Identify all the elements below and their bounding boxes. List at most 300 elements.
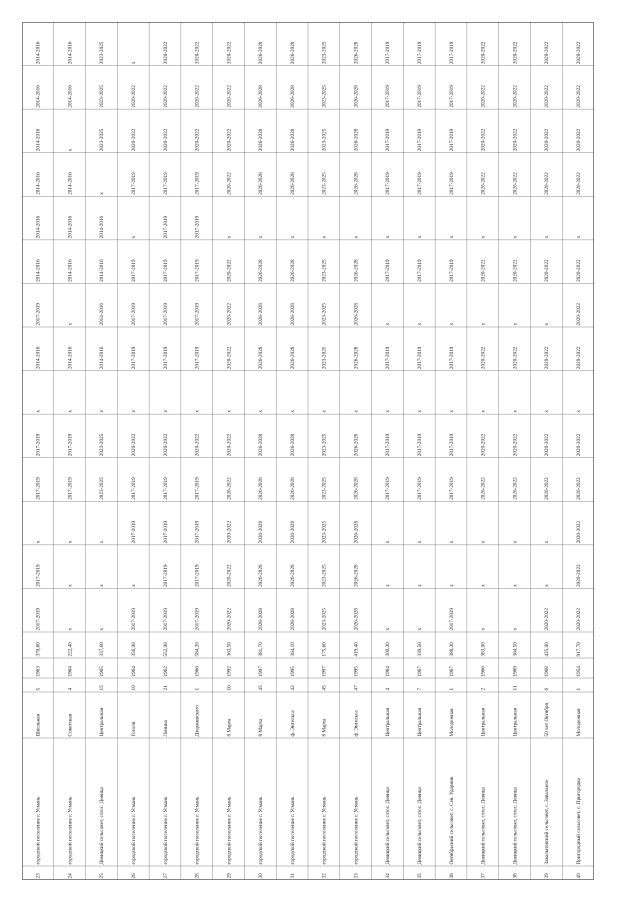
row-period: 2020-2022: [575, 172, 582, 195]
row-period: 2026-2028: [258, 433, 265, 457]
row-period: 2020-2022: [575, 477, 582, 500]
row-period: 2020-2022: [226, 85, 233, 108]
row-period: 2020-2022: [512, 346, 519, 370]
row-period: x: [385, 540, 392, 544]
row-period: 2020-2022: [512, 41, 519, 65]
row-period: 2017-2019: [162, 520, 169, 544]
row-period: 2026-2028: [353, 564, 360, 587]
row-street: Центральная: [99, 707, 106, 737]
row-period: 2020-2022: [194, 41, 201, 65]
row-period: 2017-2019: [194, 215, 201, 239]
row-street: 8 Марта: [321, 718, 328, 737]
row-period: 2017-2019: [194, 608, 201, 631]
row-house: 45: [321, 685, 328, 691]
row-period: 2017-2019: [162, 172, 169, 195]
row-year: 1965: [99, 666, 106, 677]
row-period: x: [258, 235, 265, 239]
row-period: 2026-2028: [353, 303, 360, 326]
row-period: 2017-2019: [35, 564, 42, 587]
row-period: 2014-2016: [35, 85, 42, 108]
row-period: 2017-2019: [417, 433, 424, 457]
row-period: x: [321, 235, 328, 239]
row-period: 2017-2019: [448, 433, 455, 457]
row-period: 2017-2019: [448, 172, 455, 195]
row-period: 2017-2019: [194, 303, 201, 326]
row-period: 2017-2019: [385, 172, 392, 195]
row-number: 25: [99, 873, 106, 879]
row-period: x: [544, 235, 551, 239]
row-period: x: [35, 410, 42, 413]
row-address: Девицкий сельсовет, с/пос. Девица: [512, 787, 519, 865]
row-street: Молодежная: [575, 708, 582, 737]
row-year: 1966: [194, 666, 201, 677]
row-period: 2020-2022: [480, 85, 487, 108]
row-period: 2017-2019: [448, 41, 455, 65]
row-period: 2017-2019: [131, 172, 138, 195]
row-period: 2020-2022: [131, 128, 138, 152]
row-period: 2023-2025: [99, 128, 106, 152]
row-period: 2020-2022: [226, 564, 233, 587]
row-period: x: [67, 148, 74, 152]
row-period: 2020-2022: [226, 172, 233, 195]
row-period: 2017-2019: [194, 477, 201, 500]
row-number: 35: [417, 873, 424, 879]
row-period: 2020-2022: [575, 520, 582, 544]
row-period: 2017-2019: [162, 346, 169, 370]
row-period: 2017-2019: [162, 477, 169, 500]
row-area: 364,50: [512, 642, 519, 657]
row-period: x: [480, 584, 487, 587]
row-number: 36: [448, 873, 455, 879]
row-area: 419,40: [353, 642, 360, 657]
row-year: 1995: [289, 666, 296, 677]
row-period: x: [67, 540, 74, 544]
row-period: 2026-2028: [353, 172, 360, 195]
row-period: x: [480, 627, 487, 631]
row-period: x: [321, 410, 328, 413]
row-period: 2017-2019: [448, 477, 455, 500]
row-period: 2017-2019: [385, 433, 392, 457]
row-period: 2020-2022: [194, 128, 201, 152]
row-period: 2020-2022: [226, 41, 233, 65]
row-period: 2020-2022: [544, 259, 551, 282]
row-period: 2020-2022: [226, 520, 233, 544]
row-area: 584,20: [194, 642, 201, 657]
row-period: 2023-2025: [321, 128, 328, 152]
row-house: 15: [99, 685, 106, 691]
row-street: Дзержинского: [194, 705, 201, 737]
row-address: городской поселение г. Усмань: [321, 796, 328, 865]
row-house: 6: [544, 687, 551, 691]
row-period: 2026-2028: [289, 433, 296, 457]
row-period: 2026-2028: [258, 172, 265, 195]
row-period: 2026-2028: [289, 41, 296, 65]
row-period: x: [512, 322, 519, 326]
row-period: x: [575, 235, 582, 239]
row-period: 2026-2028: [289, 128, 296, 152]
row-period: 2026-2028: [258, 85, 265, 108]
row-period: x: [544, 410, 551, 413]
row-period: 2026-2028: [353, 433, 360, 457]
row-period: x: [67, 627, 74, 631]
row-period: x: [385, 322, 392, 326]
row-period: 2017-2019: [448, 346, 455, 370]
row-period: 2020-2022: [131, 433, 138, 457]
row-period: 2023-2025: [99, 433, 106, 457]
row-period: 2017-2019: [194, 172, 201, 195]
row-period: 2020-2022: [512, 433, 519, 457]
row-period: 2023-2025: [321, 259, 328, 282]
row-period: x: [99, 627, 106, 631]
row-area: 175,60: [321, 642, 328, 657]
row-period: x: [385, 410, 392, 413]
row-period: 2020-2022: [226, 303, 233, 326]
row-period: 2020-2022: [575, 346, 582, 370]
row-number: 27: [162, 873, 169, 879]
row-period: 2017-2019: [417, 172, 424, 195]
row-period: x: [289, 410, 296, 413]
row-year: 1966: [480, 666, 487, 677]
row-period: x: [353, 410, 360, 413]
row-period: 2023-2025: [321, 85, 328, 108]
row-period: 2020-2022: [480, 259, 487, 282]
row-period: 2017-2019: [131, 520, 138, 544]
row-period: 2017-2019: [385, 128, 392, 152]
row-area: 381,70: [258, 642, 265, 657]
row-number: 23: [35, 873, 42, 879]
row-address: Девицкий сельсовет, с/пос. Девица: [480, 787, 487, 865]
row-period: 2020-2022: [131, 85, 138, 108]
row-period: 2023-2025: [99, 85, 106, 108]
row-number: 30: [258, 873, 265, 879]
row-period: 2023-2025: [321, 608, 328, 631]
row-period: 2020-2022: [194, 85, 201, 108]
row-area: 222,40: [67, 642, 74, 657]
row-street: Центральная: [417, 707, 424, 737]
row-year: 1997: [258, 666, 265, 677]
row-period: 2020-2022: [512, 85, 519, 108]
row-period: 2026-2028: [289, 608, 296, 631]
row-area: 425,00: [544, 642, 551, 657]
row-period: 2014-2016: [99, 303, 106, 326]
row-number: 24: [67, 873, 74, 879]
row-year: 1963: [35, 666, 42, 677]
row-period: x: [480, 235, 487, 239]
row-period: 2014-2016: [67, 215, 74, 239]
row-period: x: [99, 584, 106, 587]
row-period: 2020-2022: [194, 433, 201, 457]
row-period: 2017-2019: [131, 346, 138, 370]
row-area: 364,10: [289, 642, 296, 657]
row-period: 2023-2025: [321, 433, 328, 457]
row-period: x: [448, 410, 455, 413]
row-house: 42: [289, 685, 296, 691]
row-period: 2020-2022: [575, 433, 582, 457]
row-period: x: [162, 410, 169, 413]
row-number: 26: [131, 873, 138, 879]
row-area: 383,00: [480, 642, 487, 657]
row-period: x: [353, 235, 360, 239]
row-period: x: [131, 235, 138, 239]
row-period: 2017-2019: [385, 85, 392, 108]
row-period: x: [448, 540, 455, 544]
row-address: Девицкий сельсовет, с/пос. Девица: [417, 787, 424, 865]
row-period: x: [417, 540, 424, 544]
row-period: 2017-2019: [35, 433, 42, 457]
row-period: x: [385, 584, 392, 587]
row-period: 2026-2028: [353, 85, 360, 108]
row-period: 2017-2019: [417, 128, 424, 152]
row-period: 2017-2019: [35, 303, 42, 326]
row-period: x: [512, 627, 519, 631]
row-address: городской поселение г. Усмань: [131, 796, 138, 865]
row-address: городской поселение г. Усмань: [194, 796, 201, 865]
row-period: 2020-2022: [544, 41, 551, 65]
row-period: 2020-2022: [575, 259, 582, 282]
row-period: 2020-2022: [544, 608, 551, 631]
row-period: x: [194, 410, 201, 413]
row-period: 2026-2028: [289, 564, 296, 587]
row-period: x: [99, 410, 106, 413]
row-street: Центральная: [512, 707, 519, 737]
row-period: x: [512, 540, 519, 544]
row-period: 2026-2028: [258, 520, 265, 544]
row-period: 2014-2016: [99, 346, 106, 370]
row-street: Ленина: [162, 720, 169, 737]
row-house: 7: [417, 687, 424, 691]
row-year: 1995: [353, 666, 360, 677]
row-street: Гоголя: [131, 721, 138, 737]
table-grid: [22, 22, 594, 880]
row-period: x: [512, 584, 519, 587]
row-period: x: [226, 410, 233, 413]
row-period: x: [67, 410, 74, 413]
row-period: 2020-2022: [575, 608, 582, 631]
row-period: 2020-2022: [544, 433, 551, 457]
row-period: 2014-2016: [67, 85, 74, 108]
row-period: 2026-2028: [353, 346, 360, 370]
row-area: 356,00: [131, 642, 138, 657]
row-period: x: [289, 235, 296, 239]
row-address: Пригородный сельсовет, с. Пригородка: [575, 778, 582, 865]
row-area: 388,30: [448, 642, 455, 657]
row-house: 4: [67, 687, 74, 691]
row-number: 29: [226, 873, 233, 879]
row-period: 2020-2022: [480, 41, 487, 65]
row-period: 2020-2022: [512, 259, 519, 282]
row-year: 1969: [512, 666, 519, 677]
row-period: x: [448, 235, 455, 239]
row-period: 2020-2022: [575, 85, 582, 108]
row-period: x: [131, 61, 138, 65]
row-period: 2020-2022: [544, 346, 551, 370]
row-year: 1968: [544, 666, 551, 677]
row-period: 2023-2025: [99, 477, 106, 500]
row-period: 2020-2022: [575, 128, 582, 152]
row-period: x: [480, 540, 487, 544]
row-period: x: [67, 322, 74, 326]
row-period: x: [544, 584, 551, 587]
row-period: 2017-2019: [448, 85, 455, 108]
row-period: 2020-2022: [544, 172, 551, 195]
row-period: x: [480, 322, 487, 326]
row-period: 2020-2022: [226, 128, 233, 152]
row-period: x: [67, 584, 74, 587]
row-number: 37: [480, 873, 487, 879]
row-period: x: [417, 235, 424, 239]
row-period: 2020-2022: [480, 128, 487, 152]
row-address: Девицкий сельсовет, с/пос. Девица: [99, 787, 106, 865]
row-street: 8 Марта: [258, 718, 265, 737]
row-period: 2020-2022: [544, 85, 551, 108]
row-year: 1962: [162, 666, 169, 677]
row-period: 2023-2025: [321, 41, 328, 65]
row-period: 2014-2016: [99, 215, 106, 239]
row-period: x: [448, 584, 455, 587]
row-period: 2017-2019: [417, 346, 424, 370]
row-period: x: [35, 540, 42, 544]
row-period: 2017-2019: [448, 259, 455, 282]
row-address: городской поселение г. Усмань: [289, 796, 296, 865]
row-street: Школьная: [35, 714, 42, 737]
row-period: 2026-2028: [258, 303, 265, 326]
row-period: 2017-2019: [385, 477, 392, 500]
row-year: 1997: [321, 666, 328, 677]
row-period: 2017-2019: [67, 477, 74, 500]
row-period: 2017-2019: [417, 477, 424, 500]
row-period: x: [544, 322, 551, 326]
row-house: 1: [575, 687, 582, 691]
row-period: 2026-2028: [258, 41, 265, 65]
row-area: 337,60: [99, 642, 106, 657]
row-period: 2017-2019: [194, 346, 201, 370]
row-period: 2017-2019: [131, 303, 138, 326]
row-period: 2023-2025: [321, 564, 328, 587]
row-period: 2014-2016: [35, 259, 42, 282]
row-period: 2020-2022: [512, 128, 519, 152]
row-period: 2014-2016: [35, 128, 42, 152]
row-street: ф. Энгельса: [289, 710, 296, 737]
row-address: Завальновский сельсовет, с. Завальное: [544, 779, 551, 865]
row-period: 2020-2022: [480, 172, 487, 195]
row-period: 2017-2019: [417, 259, 424, 282]
row-year: 1954: [575, 666, 582, 677]
row-period: 2023-2025: [321, 520, 328, 544]
row-period: 2026-2028: [289, 346, 296, 370]
row-house: 10: [131, 685, 138, 691]
row-address: городской поселение г. Усмань: [353, 796, 360, 865]
row-period: 2017-2019: [162, 259, 169, 282]
row-period: 2014-2016: [67, 259, 74, 282]
row-period: 2026-2028: [289, 85, 296, 108]
row-street: 8 Марта: [226, 718, 233, 737]
row-house: 21: [162, 685, 169, 691]
row-period: 2020-2022: [226, 259, 233, 282]
row-address: Октябрьский сельсовет, с. Сев. Ударник: [448, 776, 455, 865]
row-period: 2020-2022: [162, 41, 169, 65]
row-house: 47: [353, 685, 360, 691]
row-house: 11: [512, 685, 519, 691]
row-period: 2026-2028: [353, 128, 360, 152]
row-period: 2020-2022: [226, 608, 233, 631]
row-period: 2026-2028: [258, 608, 265, 631]
row-period: x: [417, 322, 424, 326]
row-area: 300,30: [385, 642, 392, 657]
row-period: 2020-2022: [544, 477, 551, 500]
row-period: 2020-2022: [162, 85, 169, 108]
row-period: x: [131, 584, 138, 587]
row-period: 2014-2016: [67, 41, 74, 65]
row-area: 552,00: [162, 642, 169, 657]
row-address: городской поселение г. Усмань: [162, 796, 169, 865]
row-period: x: [448, 322, 455, 326]
row-street: Молодежная: [448, 708, 455, 737]
row-year: 1964: [385, 666, 392, 677]
row-period: 2026-2028: [258, 346, 265, 370]
row-period: x: [131, 410, 138, 413]
row-period: 2026-2028: [353, 477, 360, 500]
row-period: 2020-2022: [575, 41, 582, 65]
row-period: 2026-2028: [258, 259, 265, 282]
row-period: x: [385, 627, 392, 631]
row-period: 2017-2019: [385, 259, 392, 282]
row-period: 2017-2019: [448, 608, 455, 631]
row-period: 2017-2019: [194, 564, 201, 587]
row-area: 917,70: [575, 642, 582, 657]
row-period: 2017-2019: [417, 41, 424, 65]
row-period: 2017-2019: [448, 128, 455, 152]
row-period: 2020-2022: [544, 128, 551, 152]
row-period: x: [575, 410, 582, 413]
row-period: 2017-2019: [35, 608, 42, 631]
row-house: 45: [258, 685, 265, 691]
row-address: городской поселение г. Усмань: [226, 796, 233, 865]
row-period: 2020-2022: [480, 477, 487, 500]
row-street: Центральная: [480, 707, 487, 737]
row-year: 1992: [226, 666, 233, 677]
row-period: 2014-2016: [99, 259, 106, 282]
row-period: 2017-2019: [162, 564, 169, 587]
row-period: 2020-2022: [512, 477, 519, 500]
row-period: 2017-2019: [35, 477, 42, 500]
row-address: городской поселение г. Усмань: [35, 796, 42, 865]
row-number: 40: [575, 873, 582, 879]
row-period: x: [544, 540, 551, 544]
row-period: 2026-2028: [353, 259, 360, 282]
row-number: 33: [353, 873, 360, 879]
row-period: 2026-2028: [258, 477, 265, 500]
row-period: 2014-2016: [67, 346, 74, 370]
row-period: 2020-2022: [162, 433, 169, 457]
row-number: 39: [544, 873, 551, 879]
row-period: 2017-2019: [385, 346, 392, 370]
row-period: x: [417, 584, 424, 587]
row-period: 2026-2028: [353, 608, 360, 631]
row-period: 2014-2016: [35, 172, 42, 195]
row-area: 339,50: [417, 642, 424, 657]
row-period: x: [512, 235, 519, 239]
row-period: 2014-2016: [67, 172, 74, 195]
row-number: 32: [321, 873, 328, 879]
row-period: 2017-2019: [131, 608, 138, 631]
row-period: 2017-2019: [162, 303, 169, 326]
row-period: x: [258, 410, 265, 413]
row-period: 2026-2028: [289, 259, 296, 282]
row-street: 50 лет Октября: [544, 703, 551, 737]
row-period: 2017-2019: [162, 215, 169, 239]
row-period: 2017-2019: [194, 259, 201, 282]
row-period: 2026-2028: [289, 477, 296, 500]
